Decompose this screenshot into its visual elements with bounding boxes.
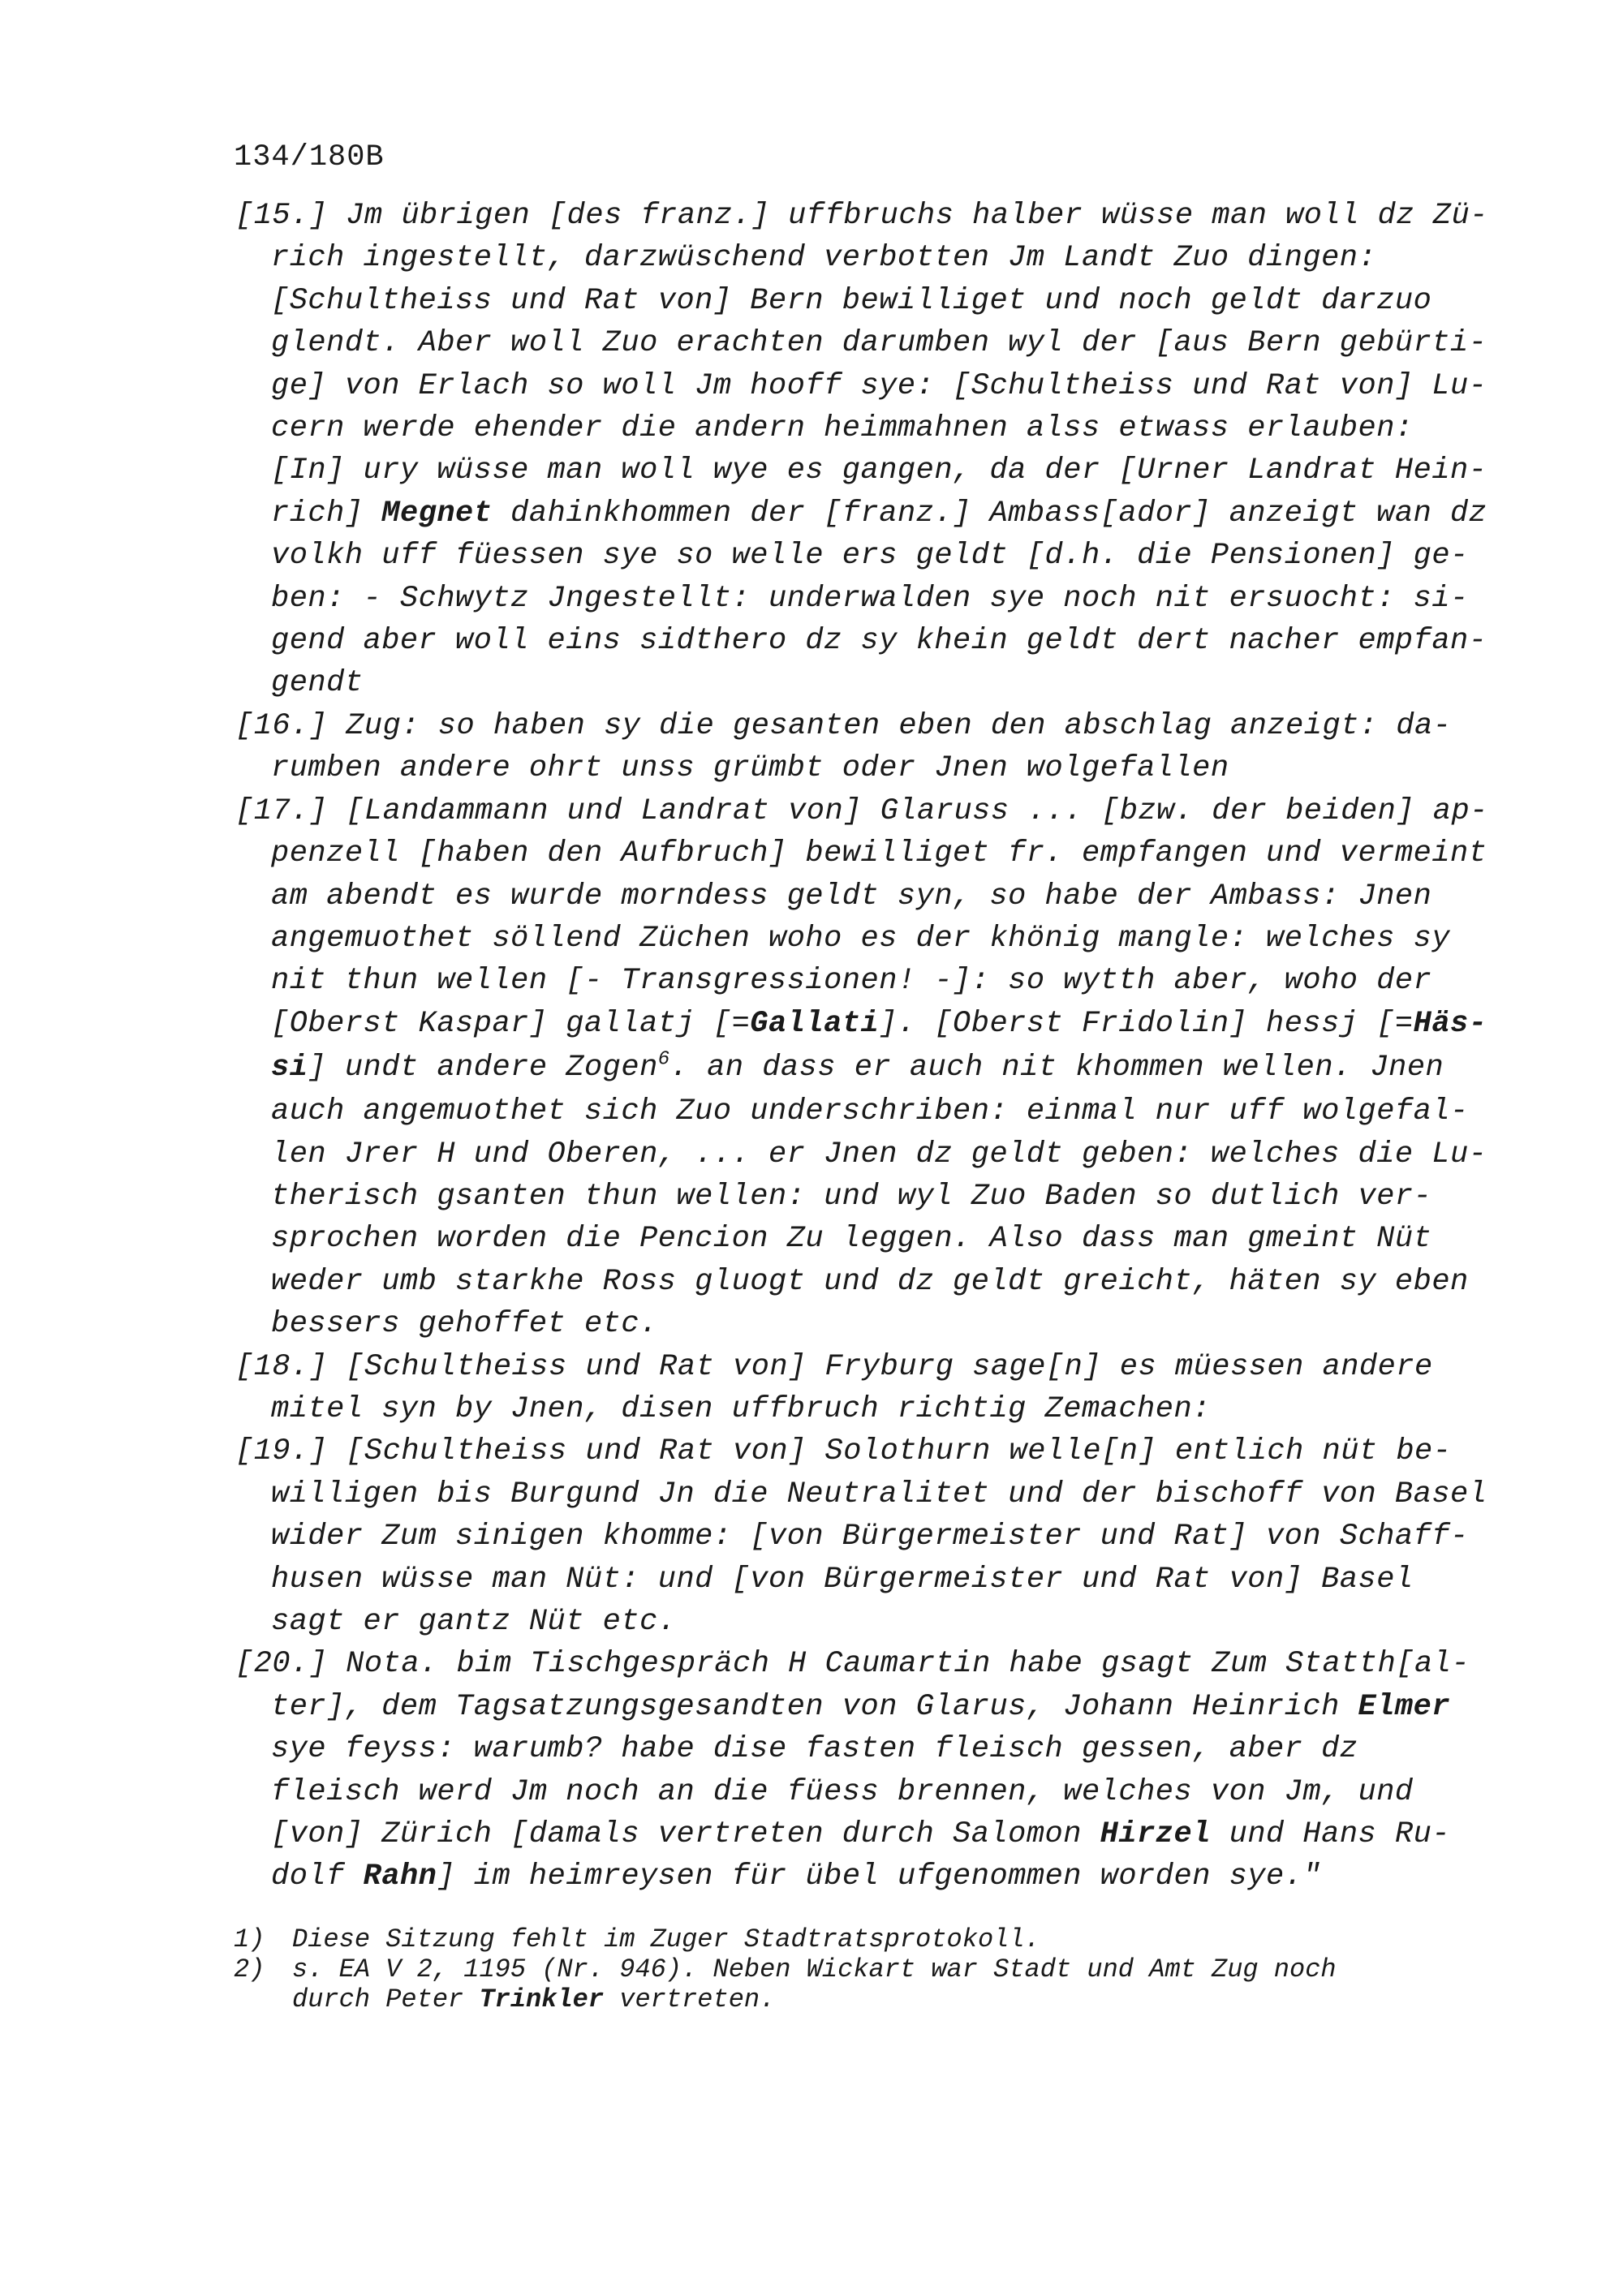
text-line: [235, 620, 1501, 662]
text-segment: rumben andere ohrt unss grümbt oder Jnen wolgefallen: [271, 751, 1229, 786]
text-segment: ben: - Schwytz Jngestellt: underwalden sye noch nit ersuocht: si-: [271, 581, 1469, 616]
text-segment: ter], dem Tagsatzungsgesandten von Glarus, Johann Heinrich: [271, 1689, 1358, 1724]
text-segment: mitel syn by Jnen, disen uffbruch richtig Zemachen:: [271, 1391, 1211, 1426]
text-segment: [18.] [Schultheiss und Rat von] Fryburg sage[n] es müessen andere: [235, 1349, 1433, 1384]
text-line: [235, 1473, 1501, 1516]
text-segment: penzell [haben den Aufbruch] bewilliget fr. empfangen und vermeint: [271, 836, 1487, 871]
footnote-number: 1): [234, 1924, 265, 1954]
text-segment: . an dass er auch nit khommen wellen. Jnen: [669, 1051, 1444, 1086]
text-segment: dahinkhommen der [franz.] Ambass[ador] anzeigt wan dz: [492, 496, 1487, 531]
text-segment: [16.] Zug: so haben sy die gesanten eben den abschlag anzeigt: da-: [235, 708, 1452, 743]
text-segment: [Oberst Kaspar] gallatj [=: [271, 1006, 751, 1041]
text-segment: vertreten.: [604, 1984, 776, 2014]
text-line: [235, 1516, 1501, 1558]
text-line: [235, 578, 1501, 620]
text-segment: [von] Zürich [damals vertreten durch Salomon: [271, 1817, 1100, 1852]
bold-name: si: [271, 1051, 308, 1086]
text-segment: willigen bis Burgund Jn die Neutralitet und der bischoff von Basel: [271, 1477, 1487, 1511]
text-line: [235, 492, 1501, 535]
text-line: [235, 1430, 1501, 1473]
text-segment: bessers gehoffet etc.: [271, 1307, 658, 1342]
text-segment: angemuothet söllend Züchen woho es der khönig mangle: welches sy: [271, 921, 1451, 956]
protocol-body: [235, 195, 1501, 1898]
text-line: [235, 1261, 1501, 1303]
text-line: [235, 705, 1501, 747]
text-line: [235, 322, 1501, 364]
text-line: [235, 1855, 1501, 1898]
text-line: [235, 1601, 1501, 1643]
text-line: [235, 365, 1501, 407]
text-segment: am abendt es wurde morndess geldt syn, so habe der Ambass: Jnen: [271, 879, 1432, 914]
text-segment: Diese Sitzung fehlt im Zuger Stadtratsprotokoll.: [292, 1924, 1040, 1954]
page-number: 134/180B: [234, 140, 385, 174]
bold-name: Trinkler: [479, 1984, 605, 2014]
text-line: [235, 832, 1501, 875]
text-line: [235, 960, 1501, 1002]
text-line: [235, 1090, 1501, 1133]
text-segment: dolf: [271, 1860, 364, 1894]
text-line: [235, 662, 1501, 704]
text-line: [235, 1686, 1501, 1728]
text-line: [235, 449, 1501, 492]
text-segment: [Schultheiss und Rat von] Bern bewilliget und noch geldt darzuo: [271, 283, 1432, 318]
text-line: [235, 1218, 1501, 1260]
text-segment: rich]: [271, 496, 382, 531]
text-line: [235, 280, 1501, 322]
bold-name: Hirzel: [1100, 1817, 1211, 1852]
text-line: [235, 1303, 1501, 1345]
text-segment: ]. [Oberst Fridolin] hessj [=: [879, 1006, 1414, 1041]
text-line: [235, 1133, 1501, 1176]
text-segment: fleisch werd Jm noch an die füess brennen, welches von Jm, und: [271, 1774, 1414, 1809]
text-segment: und Hans Ru-: [1210, 1817, 1451, 1852]
text-segment: wider Zum sinigen khomme: [von Bürgermeister und Rat] von Schaff-: [271, 1520, 1469, 1554]
text-segment: cern werde ehender die andern heimmahnen alss etwass erlauben:: [271, 411, 1414, 446]
footnote-ref: 6: [657, 1048, 670, 1071]
text-line: [235, 1388, 1501, 1430]
text-segment: durch Peter: [292, 1984, 480, 2014]
text-segment: sye feyss: warumb? habe dise fasten fleisch gessen, aber dz: [271, 1732, 1358, 1767]
bold-name: Elmer: [1358, 1689, 1451, 1724]
bold-name: Gallati: [750, 1006, 880, 1041]
text-segment: husen wüsse man Nüt: und [von Bürgermeister und Rat von] Basel: [271, 1562, 1414, 1597]
text-segment: ] im heimreysen für übel ufgenommen worden sye.": [437, 1860, 1322, 1894]
footnote-line: [234, 1984, 1532, 2014]
text-line: [235, 1346, 1501, 1388]
text-line: [235, 1643, 1501, 1685]
text-line: [235, 1003, 1501, 1045]
text-segment: weder umb starkhe Ross gluogt und dz geldt greicht, häten sy eben: [271, 1264, 1469, 1299]
text-line: [235, 1771, 1501, 1813]
text-line: [235, 1813, 1501, 1855]
text-segment: [17.] [Landammann und Landrat von] Glaruss ... [bzw. der beiden] ap-: [235, 793, 1488, 828]
text-segment: ge] von Erlach so woll Jm hooff sye: [Schultheiss und Rat von] Lu-: [271, 368, 1487, 403]
text-line: [235, 237, 1501, 279]
text-segment: [In] ury wüsse man woll wye es gangen, da der [Urner Landrat Hein-: [271, 454, 1487, 488]
text-segment: ] undt andere Zogen: [308, 1051, 658, 1086]
text-segment: therisch gsanten thun wellen: und wyl Zuo Baden so dutlich ver-: [271, 1179, 1432, 1214]
text-segment: glendt. Aber woll Zuo erachten darumben wyl der [aus Bern gebürti-: [271, 326, 1487, 361]
text-segment: [19.] [Schultheiss und Rat von] Solothurn welle[n] entlich nüt be-: [235, 1434, 1452, 1469]
text-line: [235, 1045, 1501, 1090]
text-line: [235, 1728, 1501, 1770]
text-segment: s. EA V 2, 1195 (Nr. 946). Neben Wickart war Stadt und Amt Zug noch: [292, 1954, 1337, 1984]
text-segment: sagt er gantz Nüt etc.: [271, 1605, 677, 1639]
text-line: [235, 407, 1501, 449]
footnote-line: [234, 1924, 1532, 1954]
text-segment: [20.] Nota. bim Tischgespräch H Caumartin habe gsagt Zum Statth[al-: [235, 1647, 1470, 1682]
text-line: [235, 195, 1501, 237]
bold-name: Häs-: [1413, 1006, 1487, 1041]
text-segment: [15.] Jm übrigen [des franz.] uffbruchs halber wüsse man woll dz Zü-: [235, 199, 1488, 233]
text-segment: sprochen worden die Pencion Zu leggen. Also dass man gmeint Nüt: [271, 1222, 1432, 1257]
bold-name: Megnet: [381, 496, 493, 531]
bold-name: Rahn: [363, 1860, 437, 1894]
text-line: [235, 747, 1501, 789]
footnote-line: [234, 1954, 1532, 1984]
text-segment: volkh uff füessen sye so welle ers geldt [d.h. die Pensionen] ge-: [271, 539, 1469, 574]
footnotes: [234, 1924, 1532, 2014]
text-line: [235, 535, 1501, 577]
text-segment: nit thun wellen [- Transgressionen! -]: so wytth aber, woho der: [271, 964, 1432, 999]
text-segment: rich ingestellt, darzwüschend verbotten Jm Landt Zuo dingen:: [271, 241, 1377, 276]
text-line: [235, 918, 1501, 960]
text-line: [235, 1176, 1501, 1218]
text-segment: auch angemuothet sich Zuo underschriben: einmal nur uff wolgefal-: [271, 1094, 1469, 1129]
text-line: [235, 790, 1501, 832]
text-segment: len Jrer H und Oberen, ... er Jnen dz geldt geben: welches die Lu-: [271, 1137, 1487, 1172]
footnote-number: 2): [234, 1954, 265, 1984]
text-line: [235, 1559, 1501, 1601]
text-line: [235, 875, 1501, 918]
text-segment: gendt: [271, 666, 364, 701]
text-segment: gend aber woll eins sidthero dz sy khein geldt dert nacher empfan-: [271, 624, 1487, 659]
